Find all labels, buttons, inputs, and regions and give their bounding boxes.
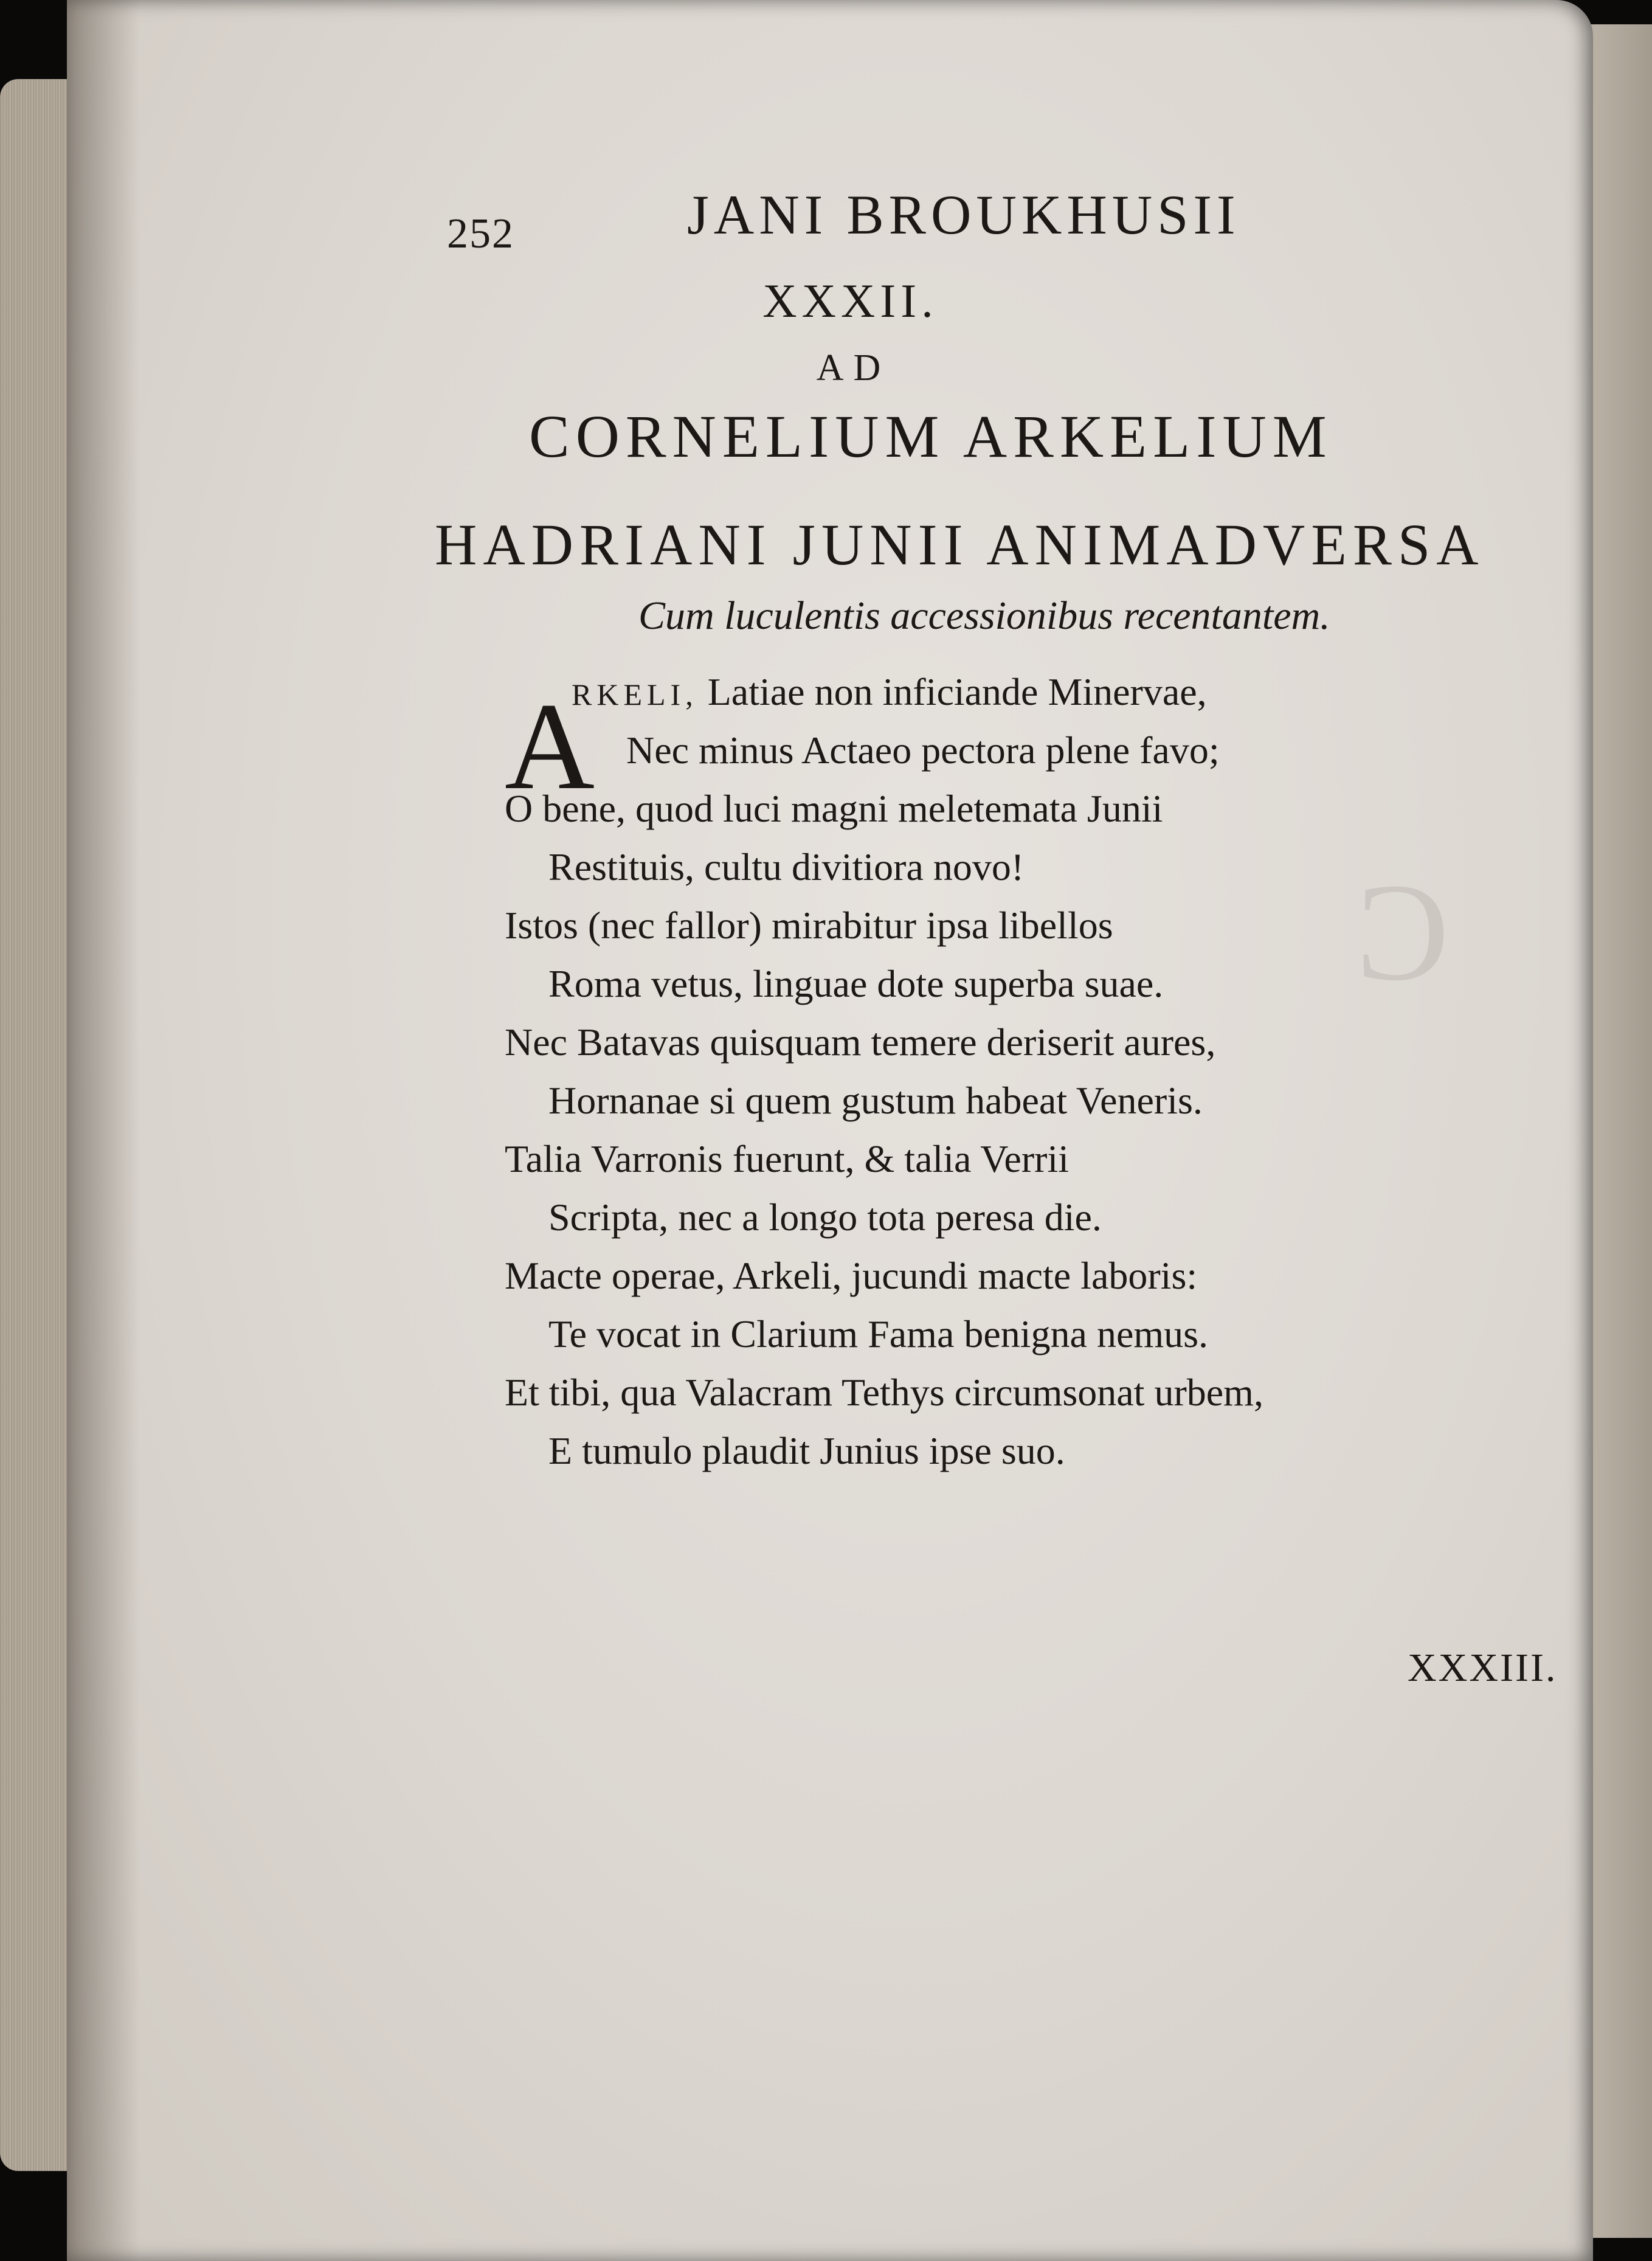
verse-line-5: Istos (nec fallor) mirabitur ipsa libellos xyxy=(505,904,1113,947)
first-line-text: Latiae non inficiande Minervae, xyxy=(697,670,1207,713)
heading-subject: HADRIANI JUNII ANIMADVERSA xyxy=(435,512,1485,577)
heading-addressee: CORNELIUM ARKELIUM xyxy=(529,403,1333,470)
verse-line-10: Scripta, nec a longo tota peresa die. xyxy=(548,1196,1102,1239)
drop-cap: A xyxy=(505,677,595,815)
bleed-through-mark: C xyxy=(1356,854,1450,1009)
verse-line-6: Roma vetus, linguae dote superba suae. xyxy=(548,962,1164,1005)
dedication-line: Cum luculentis accessionibus recentantem. xyxy=(638,594,1330,638)
verse-line-4: Restituis, cultu divitiora novo! xyxy=(548,845,1025,888)
first-word-small-caps: RKELI, xyxy=(572,677,698,712)
verse-line-3: O bene, quod luci magni meletemata Junii xyxy=(505,787,1163,830)
page-number: 252 xyxy=(447,210,514,257)
verse-line-8: Hornanae si quem gustum habeat Veneris. xyxy=(548,1079,1203,1122)
verse-line-2: Nec minus Actaeo pectora plene favo; xyxy=(626,729,1220,772)
catchword: XXXIII. xyxy=(1408,1646,1558,1690)
gutter-shadow xyxy=(67,0,140,2261)
verse-line-13: Et tibi, qua Valacram Tethys circumsonat urbem, xyxy=(505,1371,1263,1414)
poem-number: XXXII. xyxy=(762,274,938,327)
verse-line-1 xyxy=(505,663,1477,721)
verse-line-7: Nec Batavas quisquam temere deriserit aures, xyxy=(505,1020,1216,1064)
poem-body xyxy=(505,663,1477,1480)
verse-line-12: Te vocat in Clarium Fama benigna nemus. xyxy=(548,1312,1209,1356)
verse-line-14: E tumulo plaudit Junius ipse suo. xyxy=(548,1429,1065,1472)
verse-line-11: Macte operae, Arkeli, jucundi macte laboris: xyxy=(505,1254,1198,1297)
running-head: JANI BROUKHUSII xyxy=(687,184,1240,246)
verse-line-9: Talia Varronis fuerunt, & talia Verrii xyxy=(505,1137,1069,1180)
heading-ad: AD xyxy=(816,347,891,389)
